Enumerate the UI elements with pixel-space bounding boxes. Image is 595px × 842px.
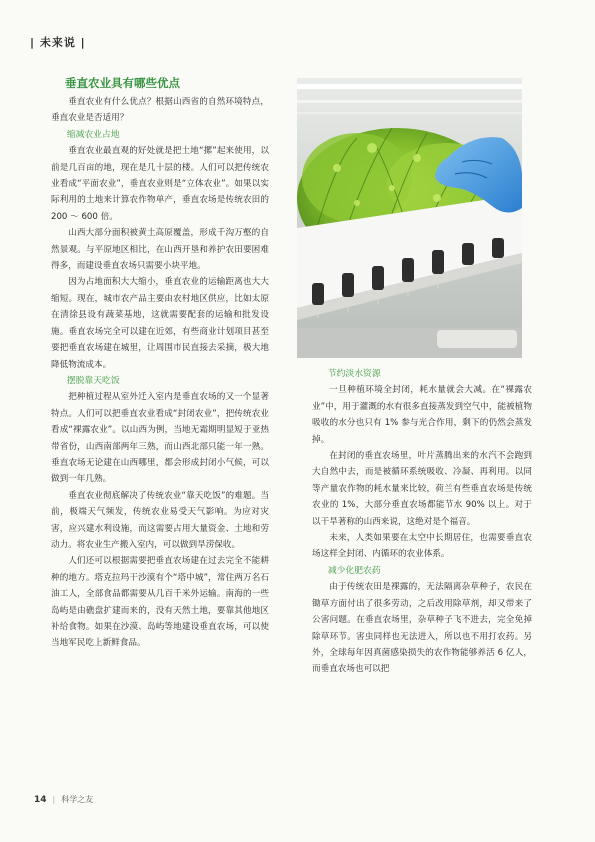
section-heading-chemicals: 减少化肥农药: [327, 565, 381, 576]
paragraph: 垂直农业最直观的好处就是把土地“摞”起来使用，以前是几百亩的地，现在是几十层的楼。人们可以把传统农业看成“平面农业”，垂直农业则是“立体农业”。如果以实际利用的土地来计算农作物单产，垂直农场是传统农田的 200 ～ 600 倍。: [51, 146, 269, 222]
paragraph: 未来，人类如果要在太空中长期居住，也需要垂直农场这样全封闭、内循环的农业体系。: [312, 533, 532, 560]
paragraph: 由于传统农田是裸露的，无法隔离杂草种子，农民在锄草方面付出了很多劳动，之后改用除草剂，却又带来了公害问题。在垂直农场里，杂草种子飞不进去，完全免掉除草环节。害虫同样也无法进入，所以也不用打农药。另外，全球每年因真菌感染损失的农作物能够养活 6 亿人，而垂直农场也可以把: [312, 582, 532, 675]
paragraph: 把种植过程从室外迁入室内是垂直农场的又一个显著特点。人们可以把垂直农业看成“封闭农业”，把传统农业看成“裸露农业”。以山西为例，当地无霜期明显短于亚热带省份，山西南部两年三熟，而山西北部只能一年一熟。垂直农场无论建在山西哪里，都会形成封闭小气候，可以做到一年几熟。: [51, 392, 269, 485]
section-heading-weather: 摆脱靠天吃饭: [66, 375, 120, 386]
section-heading-water: 节约淡水资源: [327, 369, 381, 379]
magazine-name: 科学之友: [61, 795, 94, 804]
hydroponic-greens-photo: [297, 78, 522, 358]
right-column: [312, 366, 532, 678]
article-title: 垂直农业具有哪些优点: [65, 76, 180, 90]
paragraph: 在封闭的垂直农场里，叶片蒸腾出来的水汽不会跑到大自然中去，而是被循环系统吸收、冷凝、再利用。以同等产量农作物的耗水量来比较，荷兰有些垂直农场是传统农业的 1%，大部分垂直农场都能节水 90% 以上。对于以干旱著称的山西来说，这绝对是个福音。: [312, 451, 532, 527]
footer-divider: |: [52, 795, 56, 804]
section-tag: | 未来说 |: [30, 36, 86, 49]
paragraph: 一旦种植环境全封闭，耗水量就会大减。在“裸露农业”中，用于灌溉的水有很多直接蒸发到空气中，能被植物吸收的水分也只有 1% 参与光合作用，剩下的仍然会蒸发掉。: [312, 385, 532, 445]
paragraph: 因为占地面积大大缩小，垂直农业的运输距离也大大缩短。现在，城市农产品主要由农村地区供应，比如太原在清徐县设有蔬菜基地，这就需要配套的运输和批发设施。垂直农场完全可以建在近郊，有些商业计划项目甚至要把垂直农场建在城里，让周围市民直接去采摘，极大地降低物流成本。: [51, 277, 269, 370]
left-column: [51, 74, 269, 652]
paragraph: 垂直农业彻底解决了传统农业“靠天吃饭”的难题。当前，极端天气频发，传统农业易受天气影响。为应对灾害，应兴建水利设施，而这需要占用大量资金、土地和劳动力。将农业生产搬入室内，可以做到旱涝保收。: [51, 490, 269, 550]
paragraph: 山西大部分面积被黄土高原覆盖，形成千沟万壑的自然景观。与平原地区相比，在山西开垦和养护农田要困难得多，而建设垂直农场只需要小块平地。: [51, 228, 269, 272]
page-footer: [34, 794, 93, 805]
section-heading-land: 缩减农业占地: [66, 129, 120, 140]
article-intro: 垂直农业有什么优点？根据山西省的自然环境特点，垂直农业是否适用？: [51, 97, 269, 124]
paragraph: 人们还可以根据需要把垂直农场建在过去完全不能耕种的地方。塔克拉玛干沙漠有个“塔中城”，常住两万名石油工人，全部食品都需要从几百千米外运输。南海的一些岛屿是由礁盘扩建而来的，没有天然土地，要靠其他地区补给食物。如果在沙漠、岛屿等地建设垂直农场，可以使当地军民吃上新鲜食品。: [51, 556, 269, 649]
page-number: 14: [34, 794, 47, 805]
photo-illustration: [297, 78, 522, 358]
